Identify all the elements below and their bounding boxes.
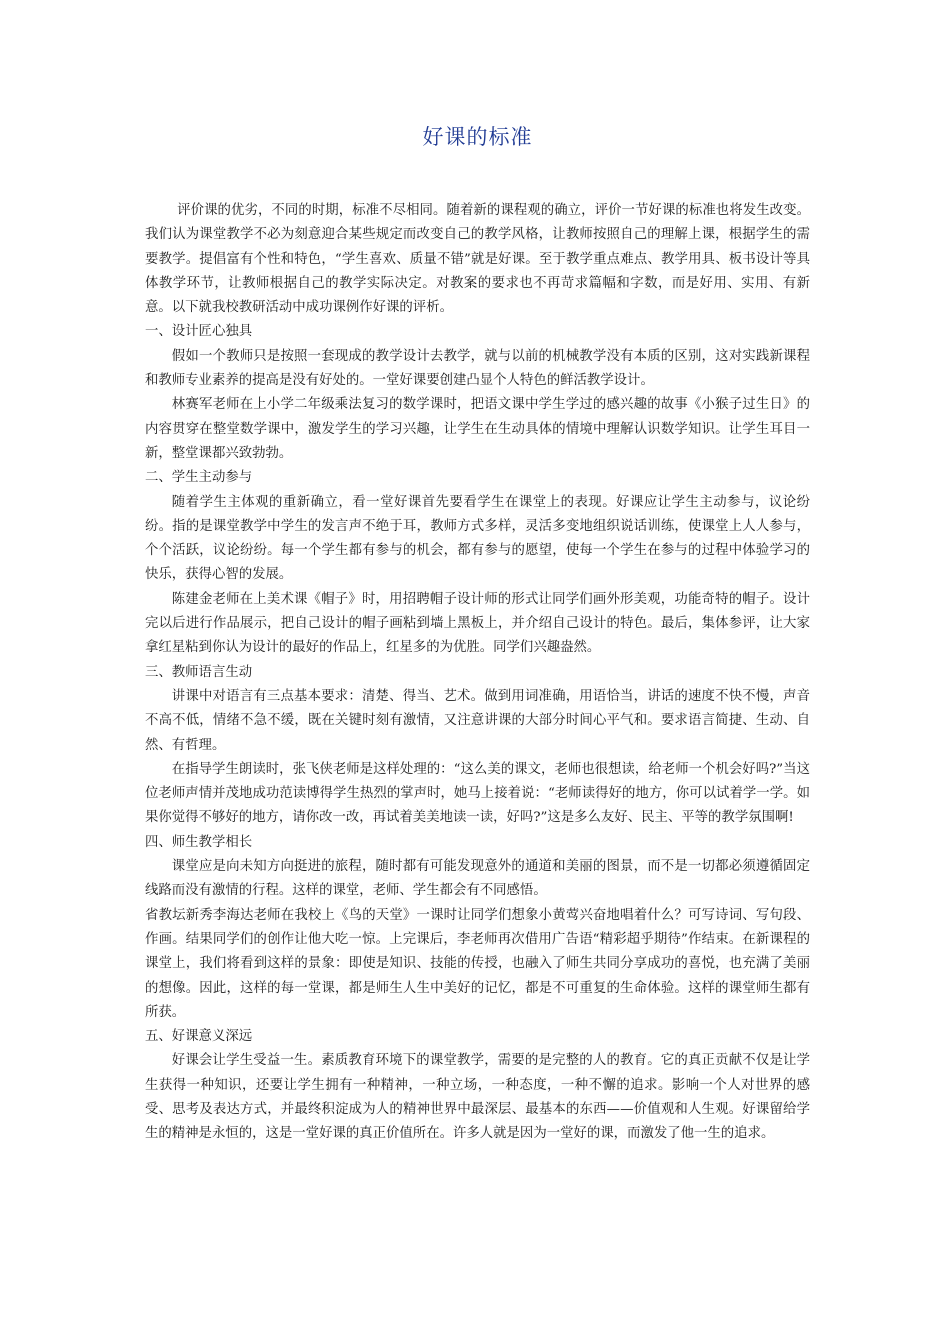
intro-paragraph: 评价课的优劣，不同的时期，标准不尽相同。随着新的课程观的确立，评价一节好课的标准也将发生改变。我们认为课堂教学不必为刻意迎合某些规定而改变自己的教学风格，让教师按照自己的理解上课，根据学生的需要教学。提倡富有个性和特色，“学生喜欢、质量不错”就是好课。至于教学重点难点、教学用具、板书设计等具体教学环节，让教师根据自己的教学实际决定。对教案的要求也不再苛求篇幅和字数，而是好用、实用、有新意。以下就我校教研活动中成功课例作好课的评析。 <box>145 203 810 316</box>
section-3-paragraph-2: 在指导学生朗读时，张飞侠老师是这样处理的：“这么美的课文，老师也很想读，给老师一个机会好吗?”当这位老师声情并茂地成功范读博得学生热烈的掌声时，她马上接着说：“老师读得好的地方，你可以试着学一学。如果你觉得不够好的地方，请你改一改，再试着美美地读一读，好吗?”这是多么友好、民主、平等的教学氛围啊! <box>145 761 810 826</box>
section-1-paragraph-1: 假如一个教师只是按照一套现成的教学设计去教学，就与以前的机械教学没有本质的区别，这对实践新课程和教师专业素养的提高是没有好处的。一堂好课要创建凸显个人特色的鲜活教学设计。 <box>145 348 810 389</box>
section-heading-1: 一、设计匠心独具 <box>145 324 253 340</box>
section-2-paragraph-2: 陈建金老师在上美术课《帽子》时，用招聘帽子设计师的形式让同学们画外形美观，功能奇特的帽子。设计完以后进行作品展示，把自己设计的帽子画粘到墙上黑板上，并介绍自己设计的特色。最后，集体参评，让大家拿红星粘到你认为设计的最好的作品上，红星多的为优胜。同学们兴趣盎然。 <box>145 591 810 656</box>
section-2-paragraph-1: 随着学生主体观的重新确立，看一堂好课首先要看学生在课堂上的表现。好课应让学生主动参与，议论纷纷。指的是课堂教学中学生的发言声不绝于耳，教师方式多样，灵活多变地组织说话训练，使课堂上人人参与，个个活跃，议论纷纷。每一个学生都有参与的机会，都有参与的愿望，使每一个学生在参与的过程中体验学习的快乐，获得心智的发展。 <box>145 494 810 583</box>
section-4-paragraph-1: 课堂应是向未知方向挺进的旅程，随时都有可能发现意外的通道和美丽的图景，而不是一切都必须遵循固定线路而没有激情的行程。这样的课堂，老师、学生都会有不同感悟。 <box>145 859 810 899</box>
section-5-paragraph-1: 好课会让学生受益一生。素质教育环境下的课堂教学，需要的是完整的人的教育。它的真正贡献不仅是让学生获得一种知识，还要让学生拥有一种精神，一种立场，一种态度，一种不懈的追求。影响一个人对世界的感受、思考及表达方式，并最终积淀成为人的精神世界中最深层、最基本的东西——价值观和人生观。好课留给学生的精神是永恒的，这是一堂好课的真正价值所在。许多人就是因为一堂好的课，而激发了他一生的追求。 <box>145 1053 810 1142</box>
section-4-paragraph-2: 省教坛新秀李海达老师在我校上《鸟的天堂》一课时让同学们想象小黄莺兴奋地唱着什么？可写诗词、写句段、作画。结果同学们的创作让他大吃一惊。上完课后，李老师再次借用广告语“精彩超乎期待”作结束。在新课程的课堂上，我们将看到这样的景象：即使是知识、技能的传授，也融入了师生共同分享成功的喜悦，也充满了美丽的想像。因此，这样的每一堂课，都是师生人生中美好的记忆，都是不可重复的生命体验。这样的课堂师生都有所获。 <box>145 907 810 1020</box>
section-1-paragraph-2: 林赛军老师在上小学二年级乘法复习的数学课时，把语文课中学生学过的感兴趣的故事《小猴子过生日》的内容贯穿在整堂数学课中，激发学生的学习兴趣，让学生在生动具体的情境中理解认识数学知识。让学生耳目一新，整堂课都兴致勃勃。 <box>145 397 810 461</box>
section-heading-3: 三、教师语言生动 <box>145 664 253 680</box>
document-title: 好课的标准 <box>422 125 533 149</box>
section-3-paragraph-1: 讲课中对语言有三点基本要求：清楚、得当、艺术。做到用词准确，用语恰当，讲话的速度不快不慢，声音不高不低，情绪不急不缓，既在关键时刻有激情，又注意讲课的大部分时间心平气和。要求语言简捷、生动、自然、有哲理。 <box>145 688 810 753</box>
section-heading-4: 四、师生教学相长 <box>145 834 253 850</box>
section-heading-5: 五、好课意义深远 <box>145 1029 253 1045</box>
section-heading-2: 二、学生主动参与 <box>145 470 253 486</box>
document-body <box>145 199 810 1147</box>
